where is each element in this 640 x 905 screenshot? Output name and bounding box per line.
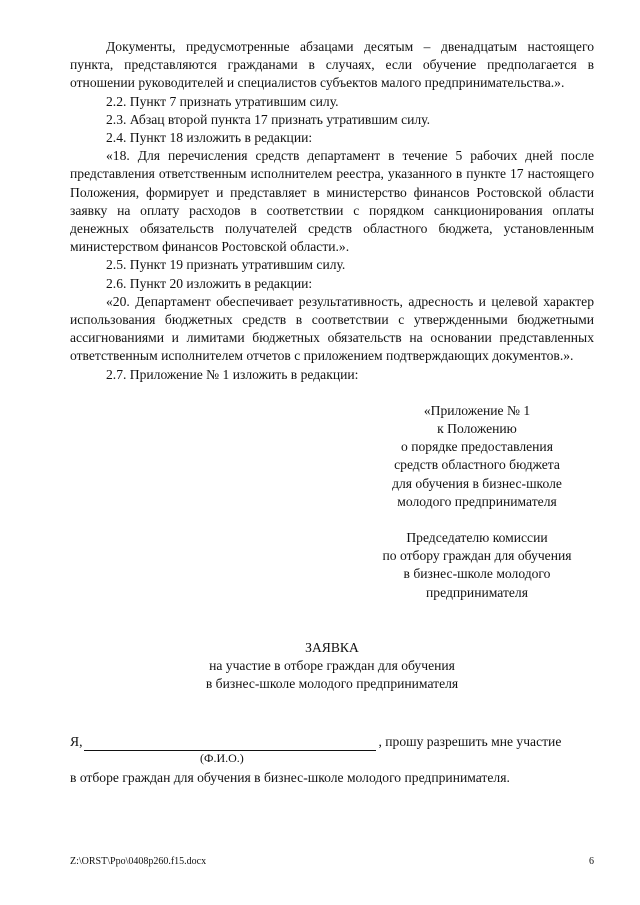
request-form	[70, 733, 594, 787]
addressee-line: предпринимателя	[426, 584, 528, 600]
addressee-line: в бизнес-школе молодого	[403, 566, 551, 582]
paragraph-docs: Документы, предусмотренные абзацами десятым – двенадцатым настоящего пункта, представляются гражданами в случаях, если обучение предполагается в отношении руководителей и специалистов субъектов малого предпринимательства.».	[70, 39, 594, 91]
request-heading	[70, 639, 594, 694]
paragraph-2-3: 2.3. Абзац второй пункта 17 признать утратившим силу.	[106, 111, 431, 127]
file-path: Z:\ORST\Ppo\0408p260.f15.docx	[70, 856, 207, 867]
appendix-line: к Положению	[437, 421, 517, 437]
document-body	[70, 38, 594, 787]
appendix-line: «Приложение № 1	[423, 402, 531, 418]
paragraph-2-2: 2.2. Пункт 7 признать утратившим силу.	[106, 93, 339, 109]
addressee-line: Председателю комиссии	[406, 530, 548, 546]
form-prefix: Я,	[70, 733, 83, 749]
paragraph-18: «18. Для перечисления средств департамент в течение 5 рабочих дней после представления ответственным исполнителем реестра, указанного в пункте 17 настоящего Положения, формирует и представляет в министерство финансов Ростовской области заявку на оплату расходов в соответствии с порядком санкционирования оплаты денежных обязательств получателей средств областного бюджета, установленным министерством финансов Ростовской области.».	[70, 148, 594, 255]
request-subtitle: в бизнес-школе молодого предпринимателя	[205, 676, 459, 692]
paragraph-2-6: 2.6. Пункт 20 изложить в редакции:	[106, 275, 313, 291]
name-row	[70, 733, 594, 751]
paragraph-2-5: 2.5. Пункт 19 признать утратившим силу.	[106, 257, 346, 273]
addressee-block	[360, 529, 594, 602]
form-continuation: в отборе граждан для обучения в бизнес-школе молодого предпринимателя.	[70, 769, 510, 785]
name-field-line[interactable]	[84, 736, 376, 751]
request-subtitle: на участие в отборе граждан для обучения	[209, 658, 455, 674]
page-footer	[70, 856, 594, 867]
page-number: 6	[589, 856, 594, 867]
paragraph-2-4: 2.4. Пункт 18 изложить в редакции:	[106, 130, 313, 146]
paragraph-20: «20. Департамент обеспечивает результативность, адресность и целевой характер использования бюджетных средств в соответствии с утвержденными бюджетными ассигнованиями и лимитами бюджетных обязательств на основании представленных ответственным исполнителем отчетов с приложением подтверждающих документов.».	[70, 293, 594, 364]
appendix-line: молодого предпринимателя	[397, 493, 557, 509]
addressee-line: по отбору граждан для обучения	[382, 548, 572, 564]
request-title: ЗАЯВКА	[305, 639, 359, 655]
appendix-line: о порядке предоставления	[401, 439, 553, 455]
field-caption: (Ф.И.О.)	[200, 750, 244, 765]
appendix-line: средств областного бюджета	[394, 457, 560, 473]
form-suffix: , прошу разрешить мне участие	[378, 733, 562, 749]
appendix-block	[360, 402, 594, 511]
paragraph-2-7: 2.7. Приложение № 1 изложить в редакции:	[106, 366, 359, 382]
appendix-line: для обучения в бизнес-школе	[392, 475, 562, 491]
